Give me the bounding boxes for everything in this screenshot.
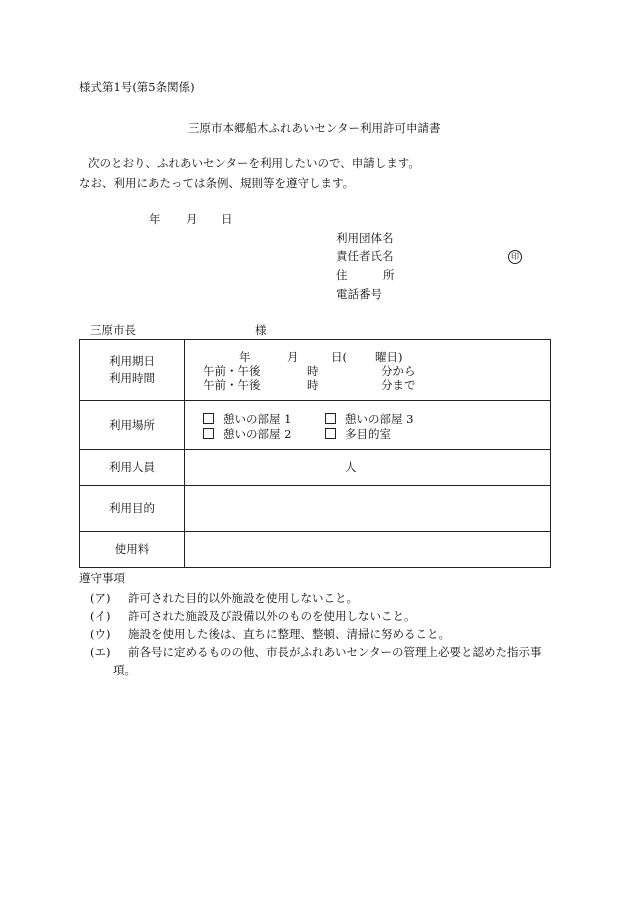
people-field[interactable] — [185, 450, 551, 486]
date-label-cell — [80, 340, 185, 401]
date-month: 月 — [186, 212, 198, 226]
row-place — [80, 401, 551, 450]
room-2-checkbox[interactable] — [203, 428, 214, 439]
start-hour-unit: 時 — [307, 364, 319, 378]
date-year: 年 — [149, 212, 161, 226]
rule-b-text: 許可された施設及び設備以外のものを使用しないこと。 — [128, 609, 416, 623]
date-month-unit: 月 — [287, 350, 299, 364]
date-time-field[interactable] — [185, 340, 551, 401]
end-ampm: 午前・午後 — [203, 378, 261, 392]
rule-b-mark: (イ) — [90, 609, 111, 623]
date-weekday-unit: 曜日) — [375, 350, 403, 364]
time-label: 利用時間 — [109, 371, 155, 385]
end-hour-unit: 時 — [307, 378, 319, 392]
start-ampm: 午前・午後 — [203, 364, 261, 378]
intro-line-1: 次のとおり、ふれあいセンターを利用したいので、申請します。 — [88, 156, 420, 170]
application-table — [79, 339, 551, 568]
purpose-label: 利用目的 — [80, 486, 185, 532]
form-number: 様式第1号(第5条関係) — [79, 80, 195, 94]
row-fee — [80, 532, 551, 568]
date-label: 利用期日 — [109, 354, 155, 369]
people-label: 利用人員 — [80, 450, 185, 486]
rule-c-mark: (ウ) — [90, 627, 111, 641]
rule-d-text: 前各号に定めるものの他、市長がふれあいセンターの管理上必要と認めた指示事 — [128, 645, 542, 659]
row-date — [80, 340, 551, 401]
addressee-name: 三原市長 — [90, 323, 136, 337]
multipurpose-checkbox[interactable] — [325, 428, 336, 439]
room-option-2[interactable] — [203, 427, 291, 442]
room-option-3[interactable] — [325, 412, 413, 427]
date-year-unit: 年 — [239, 350, 251, 364]
rule-d-mark: (エ) — [90, 645, 111, 659]
people-unit: 人 — [345, 460, 357, 474]
fee-field[interactable] — [185, 532, 551, 568]
rules-heading: 遵守事項 — [79, 571, 125, 585]
form-title: 三原市本郷船木ふれあいセンター利用許可申請書 — [188, 121, 441, 135]
room-option-1[interactable] — [203, 412, 291, 427]
end-minute-unit: 分まで — [381, 378, 416, 392]
room-option-multipurpose[interactable] — [325, 427, 391, 442]
start-minute-unit: 分から — [381, 364, 416, 378]
room-3-checkbox[interactable] — [325, 413, 336, 424]
room-1-checkbox[interactable] — [203, 413, 214, 424]
purpose-field[interactable] — [185, 486, 551, 532]
room-1-label: 憩いの部屋 1 — [223, 412, 292, 426]
phone-label: 電話番号 — [336, 287, 382, 301]
room-3-label: 憩いの部屋 3 — [345, 412, 414, 426]
date-day: 日 — [221, 212, 233, 226]
rule-a-text: 許可された目的以外施設を使用しないこと。 — [128, 591, 358, 605]
seal-mark: 印 — [508, 248, 522, 264]
rule-c-text: 施設を使用した後は、直ちに整理、整頓、清掃に努めること。 — [128, 627, 450, 641]
row-people — [80, 450, 551, 486]
place-field — [185, 401, 551, 450]
rule-d-continuation: 項。 — [113, 663, 136, 677]
fee-label: 使用料 — [80, 532, 185, 568]
place-label: 利用場所 — [80, 401, 185, 450]
addressee-honorific: 様 — [255, 323, 267, 337]
row-purpose — [80, 486, 551, 532]
date-day-unit: 日( — [331, 350, 347, 364]
intro-line-2: なお、利用にあたっては条例、規則等を遵守します。 — [79, 176, 355, 190]
address-label-2: 所 — [383, 268, 395, 282]
address-label-1: 住 — [336, 268, 348, 282]
rule-a-mark: (ア) — [90, 591, 111, 605]
rep-name-label: 責任者氏名 — [336, 249, 394, 263]
org-name-label: 利用団体名 — [336, 231, 394, 245]
multipurpose-label: 多目的室 — [345, 427, 391, 441]
room-2-label: 憩いの部屋 2 — [223, 427, 292, 441]
